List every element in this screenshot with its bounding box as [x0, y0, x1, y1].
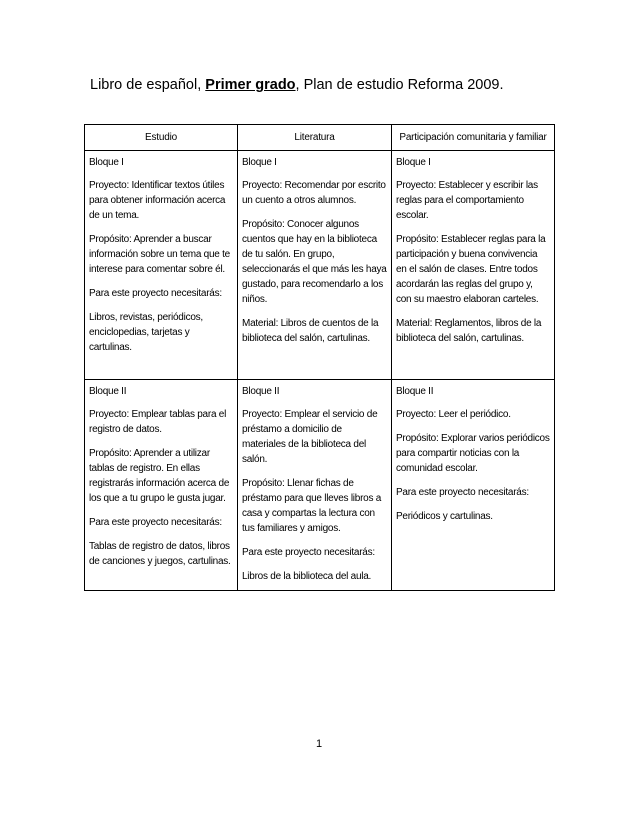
cell-paragraph: Propósito: Explorar varios periódicos para compartir noticias con la comunidad escolar. — [396, 433, 550, 474]
cell-paragraph: Proyecto: Emplear tablas para el registro de datos. — [89, 409, 227, 435]
table-cell — [85, 380, 238, 591]
table-row — [85, 151, 555, 380]
table-cell — [238, 380, 392, 591]
cell-paragraph: Proyecto: Emplear el servicio de préstamo a domicilio de materiales de la biblioteca del salón. — [242, 409, 378, 465]
cell-paragraph: Proyecto: Recomendar por escrito un cuento a otros alumnos. — [242, 180, 386, 206]
document-title — [90, 77, 504, 93]
header-participacion: Participación comunitaria y familiar — [392, 125, 555, 151]
bloque-label: Bloque II — [396, 386, 434, 397]
cell-paragraph: Propósito: Aprender a utilizar tablas de registro. En ellas registrarás información acerca de los que a tu grupo le gusta jugar. — [89, 448, 230, 504]
cell-paragraph: Propósito: Establecer reglas para la participación y buena convivencia en el salón de clases. Entre todos acordarán las reglas del grupo y, con su maestro elaboran carteles. — [396, 234, 546, 305]
bloque-label: Bloque II — [242, 386, 280, 397]
cell-paragraph: Periódicos y cartulinas. — [396, 511, 493, 522]
cell-paragraph: Material: Libros de cuentos de la biblioteca del salón, cartulinas. — [242, 318, 379, 344]
cell-paragraph: Para este proyecto necesitarás: — [89, 288, 222, 299]
bloque-label: Bloque I — [89, 157, 124, 168]
cell-paragraph: Libros de la biblioteca del aula. — [242, 571, 372, 582]
cell-paragraph: Propósito: Aprender a buscar información sobre un tema que te interese para comentar sobre él. — [89, 234, 230, 275]
header-literatura: Literatura — [238, 125, 392, 151]
cell-paragraph: Para este proyecto necesitarás: — [242, 547, 375, 558]
bloque-label: Bloque I — [242, 157, 277, 168]
bloque-label: Bloque II — [89, 386, 127, 397]
title-bold: Primer grado — [205, 77, 296, 93]
title-prefix: Libro de español, — [90, 77, 206, 93]
table-header-row — [85, 125, 555, 151]
title-suffix: , Plan de estudio Reforma 2009. — [295, 77, 504, 93]
cell-paragraph: Propósito: Conocer algunos cuentos que hay en la biblioteca de tu salón. En grupo, seleccionarás el que más les haya gustado, para recomendarlo a los niños. — [242, 219, 387, 305]
cell-paragraph: Para este proyecto necesitarás: — [89, 517, 222, 528]
table-cell — [238, 151, 392, 380]
cell-paragraph: Proyecto: Establecer y escribir las reglas para el comportamiento escolar. — [396, 180, 538, 221]
cell-paragraph: Libros, revistas, periódicos, enciclopedias, tarjetas y cartulinas. — [89, 312, 203, 353]
bloque-label: Bloque I — [396, 157, 431, 168]
cell-paragraph: Tablas de registro de datos, libros de canciones y juegos, cartulinas. — [89, 541, 231, 567]
header-estudio: Estudio — [85, 125, 238, 151]
table-row — [85, 380, 555, 591]
cell-paragraph: Proyecto: Identificar textos útiles para obtener información acerca de un tema. — [89, 180, 226, 221]
table-cell — [392, 151, 555, 380]
table-cell — [85, 151, 238, 380]
cell-paragraph: Material: Reglamentos, libros de la biblioteca del salón, cartulinas. — [396, 318, 542, 344]
cell-paragraph: Propósito: Llenar fichas de préstamo para que lleves libros a casa y compartas la lectura con tus familiares y amigos. — [242, 478, 382, 534]
cell-paragraph: Para este proyecto necesitarás: — [396, 487, 529, 498]
curriculum-table — [84, 124, 555, 591]
page-number: 1 — [315, 738, 323, 750]
table-cell — [392, 380, 555, 591]
cell-paragraph: Proyecto: Leer el periódico. — [396, 409, 511, 420]
